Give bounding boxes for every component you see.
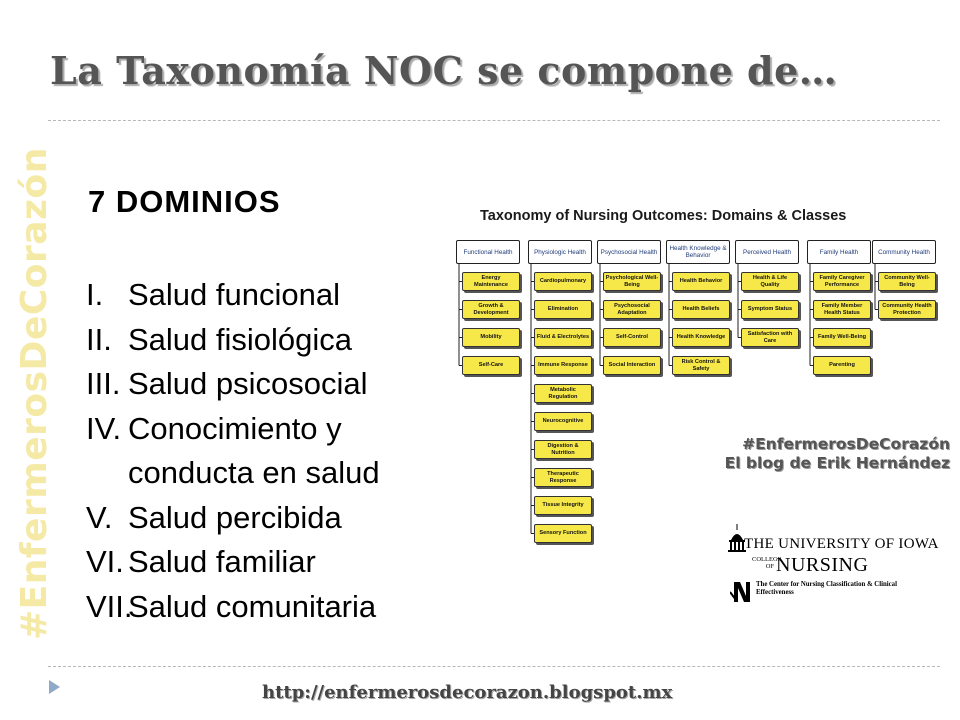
domain-box: Psychosocial Health [597, 240, 661, 264]
class-box: Elimination [534, 300, 592, 319]
blog-url[interactable]: http://enfermerosdecorazon.blogspot.mx [262, 682, 673, 703]
class-box: Neurocognitive [534, 412, 592, 431]
domain-number: II. [86, 321, 112, 357]
domain-label: Conocimiento y [128, 410, 342, 446]
domain-label: Salud funcional [128, 277, 340, 312]
class-box: Psychological Well-Being [603, 272, 661, 291]
class-box: Risk Control & Safety [672, 356, 730, 375]
domain-box: Family Health [807, 240, 871, 264]
domain-number [86, 451, 128, 496]
domain-box: Perceived Health [735, 240, 799, 264]
domain-number: VI. [86, 544, 124, 579]
domain-box: Functional Health [456, 240, 520, 264]
domains-heading: 7 DOMINIOS [88, 184, 281, 219]
class-box: Family Caregiver Performance [813, 272, 871, 291]
college-label: COLLEGE OF [752, 556, 782, 570]
class-box: Health Beliefs [672, 300, 730, 319]
diagram-title: Taxonomy of Nursing Outcomes: Domains & Classes [480, 208, 847, 224]
center-name: The Center for Nursing Classification & Clinical Effectiveness [756, 581, 897, 596]
domain-item [86, 318, 446, 363]
class-box: Growth & Development [462, 300, 520, 319]
domain-box: Community Health [872, 240, 936, 264]
domain-number: VII. [86, 588, 133, 624]
blog-name: El blog de Erik Hernández [724, 454, 950, 472]
domain-item [86, 407, 446, 452]
class-box: Health & Life Quality [741, 272, 799, 291]
domain-item [86, 273, 446, 318]
domain-label: Salud percibida [128, 499, 342, 535]
class-box: Digestion & Nutrition [534, 440, 592, 459]
class-box: Metabolic Regulation [534, 384, 592, 403]
domain-number: IV. [86, 410, 122, 446]
class-box: Family Member Health Status [813, 300, 871, 319]
center-emblem-icon [730, 580, 752, 604]
domain-number: I. [86, 277, 104, 312]
domain-label: Salud psicosocial [128, 366, 368, 401]
domain-item [86, 585, 446, 630]
domain-label: Salud familiar [128, 544, 316, 579]
slide-title: La Taxonomía NOC se compone de… [50, 48, 838, 93]
class-box: Fluid & Electrolytes [534, 328, 592, 347]
domain-item [86, 451, 446, 496]
domain-label: Salud fisiológica [128, 321, 353, 357]
class-box: Cardiopulmonary [534, 272, 592, 291]
class-box: Satisfaction with Care [741, 328, 799, 347]
class-box: Health Behavior [672, 272, 730, 291]
top-divider [48, 120, 940, 121]
noc-taxonomy-diagram [452, 200, 944, 560]
class-box: Therapeutic Response [534, 468, 592, 487]
domain-number: III. [86, 366, 121, 401]
domain-label: Salud comunitaria [128, 588, 377, 624]
class-box: Health Knowledge [672, 328, 730, 347]
domain-item [86, 540, 446, 585]
domain-number: V. [86, 499, 113, 535]
domain-item [86, 496, 446, 541]
domain-box: Physiologic Health [528, 240, 592, 264]
class-box: Tissue Integrity [534, 496, 592, 515]
university-name: THE UNIVERSITY OF IOWA [744, 536, 939, 552]
nursing-label: NURSING [776, 554, 869, 576]
class-box: Community Health Protection [878, 300, 936, 319]
next-slide-arrow-icon[interactable] [48, 679, 62, 695]
class-box: Social Interaction [603, 356, 661, 375]
blog-hashtag: #EnfermerosDeCorazón [742, 435, 950, 453]
domain-label: conducta en salud [128, 455, 380, 490]
class-box: Family Well-Being [813, 328, 871, 347]
class-box: Community Well-Being [878, 272, 936, 291]
class-box: Symptom Status [741, 300, 799, 319]
class-box: Energy Maintenance [462, 272, 520, 291]
class-box: Sensory Function [534, 524, 592, 543]
vertical-watermark: #EnfermerosDeCorazón [14, 147, 55, 640]
class-box: Psychosocial Adaptation [603, 300, 661, 319]
domain-list [86, 273, 446, 629]
university-of-iowa-logo [728, 524, 939, 604]
domain-item [86, 362, 446, 407]
class-box: Parenting [813, 356, 871, 375]
blog-signature [716, 435, 950, 473]
class-box: Mobility [462, 328, 520, 347]
class-box: Self-Control [603, 328, 661, 347]
class-box: Self-Care [462, 356, 520, 375]
domain-box: Health Knowledge & Behavior [666, 240, 730, 264]
bottom-divider [48, 666, 940, 667]
class-box: Immune Response [534, 356, 592, 375]
